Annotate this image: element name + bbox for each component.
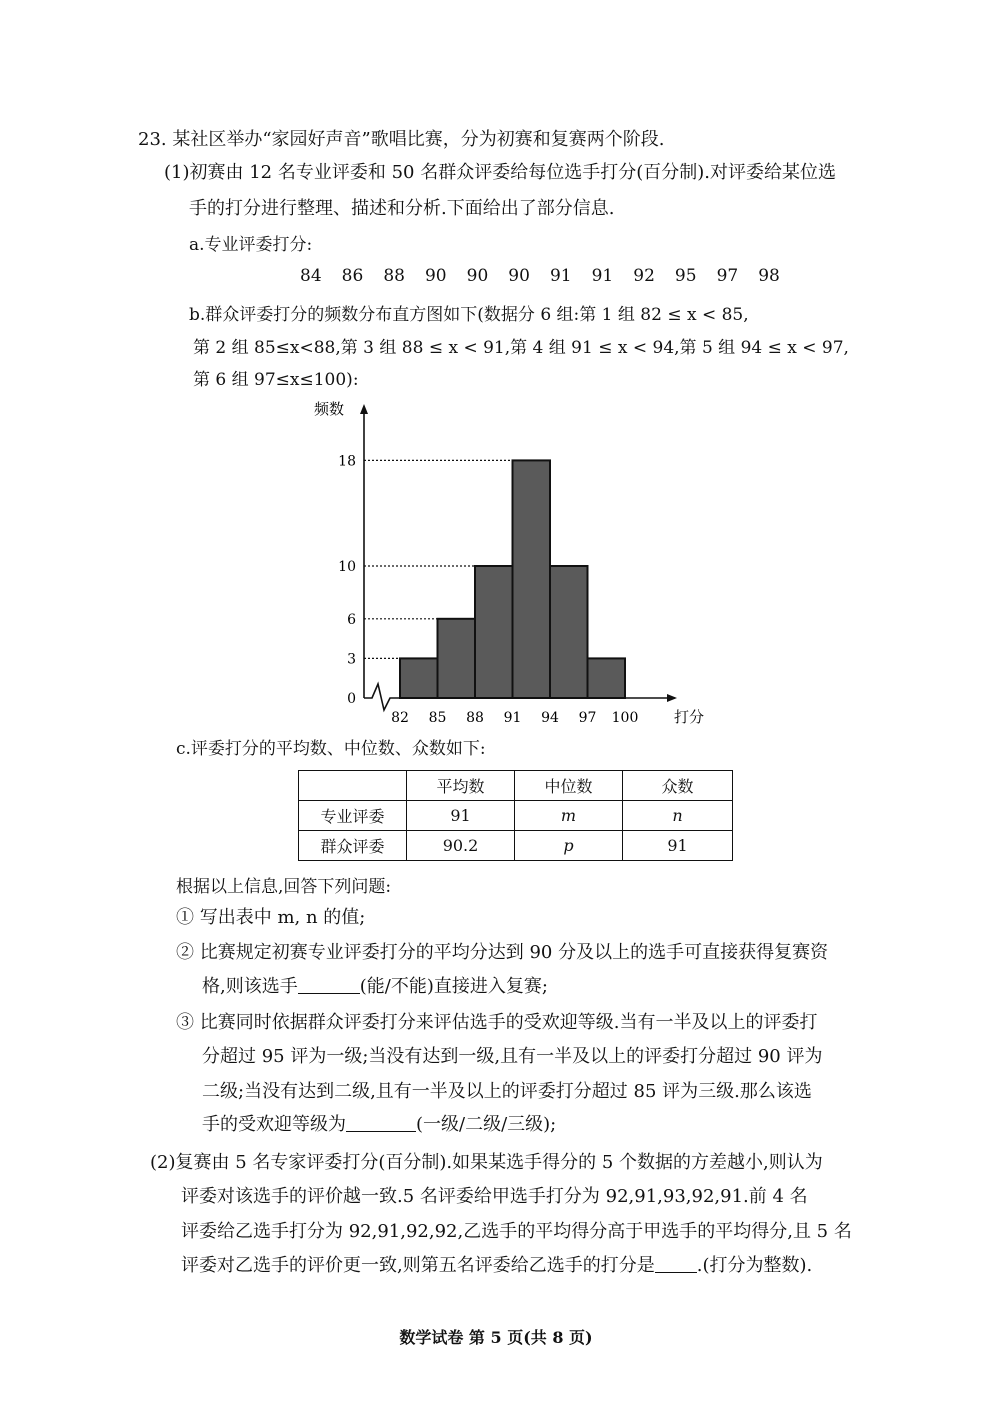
- x-tick-label: 91: [503, 710, 522, 726]
- pro-score: 90: [466, 266, 489, 286]
- x-tick-label: 85: [428, 710, 447, 726]
- pro-scores-list: [300, 266, 780, 286]
- y-tick-label: 10: [338, 559, 356, 575]
- histogram-bar: [475, 566, 513, 698]
- y-axis-arrow: [360, 404, 368, 414]
- pro-score: 95: [674, 266, 697, 286]
- table-header-cell: 平均数: [407, 771, 515, 801]
- table-header-cell: 众数: [623, 771, 733, 801]
- x-tick-label: 88: [466, 710, 484, 726]
- info-b-text: b.群众评委打分的频数分布直方图如下(数据分 6 组:第 1 组 82 ≤ x < 85,: [189, 305, 749, 325]
- part2-text-4: [181, 1254, 812, 1278]
- part2-text-2: 评委对该选手的评价越一致.5 名评委给甲选手打分为 92,91,93,92,91.前 4 名: [181, 1186, 808, 1207]
- x-tick-label: 82: [391, 710, 409, 726]
- table-cell: m: [515, 801, 623, 831]
- part2-text: (2)复赛由 5 名专家评委打分(百分制).如果某选手得分的 5 个数据的方差越小,则认为: [150, 1152, 823, 1173]
- stats-table: [298, 770, 733, 861]
- histogram-bar: [588, 658, 626, 698]
- answer-blank[interactable]: [346, 1113, 416, 1132]
- y-tick-label: 0: [347, 691, 356, 707]
- question-3-cont-2: 二级;当没有达到二级,且有一半及以上的评委打分超过 85 评为三级.那么该选: [202, 1081, 812, 1102]
- table-cell: 群众评委: [299, 831, 407, 861]
- part1-text: (1)初赛由 12 名专业评委和 50 名群众评委给每位选手打分(百分制).对评委给某位选: [164, 162, 836, 183]
- pro-score: 91: [591, 266, 614, 286]
- y-axis-label: 频数: [314, 400, 345, 418]
- pro-score: 90: [508, 266, 530, 286]
- part2-text-4a: 评委对乙选手的评价更一致,则第五名评委给乙选手的打分是: [181, 1255, 655, 1276]
- part2-text-3: 评委给乙选手打分为 92,91,92,92,乙选手的平均得分高于甲选手的平均得分,且 5 名: [181, 1221, 852, 1242]
- table-cell: n: [623, 801, 733, 831]
- pro-score: 90: [424, 266, 447, 286]
- pro-score: 92: [633, 266, 655, 286]
- part1-text-cont: 手的打分进行整理、描述和分析.下面给出了部分信息.: [189, 198, 615, 219]
- pro-score: 98: [758, 266, 780, 286]
- table-cell: 91: [407, 801, 515, 831]
- y-tick-label: 6: [347, 611, 356, 628]
- histogram-bar: [438, 619, 476, 698]
- pro-score: 84: [300, 266, 322, 286]
- question-2-cont: [202, 975, 548, 999]
- table-row: [299, 801, 733, 831]
- part2-text-4b: .(打分为整数).: [696, 1255, 813, 1276]
- question-3: ③ 比赛同时依据群众评委打分来评估选手的受欢迎等级.当有一半及以上的评委打: [176, 1012, 818, 1033]
- x-axis-label: 打分: [674, 708, 705, 726]
- table-header-cell: [299, 771, 407, 801]
- table-cell: 专业评委: [299, 801, 407, 831]
- problem-title: 23. 某社区举办“家园好声音”歌唱比赛，分为初赛和复赛两个阶段.: [138, 129, 665, 150]
- pro-score: 86: [341, 266, 364, 286]
- question-3-cont-3: [202, 1113, 556, 1137]
- question-3-cont: 分超过 95 评为一级;当没有达到一级,且有一半及以上的评委打分超过 90 评为: [202, 1046, 823, 1067]
- x-axis-arrow: [667, 694, 677, 702]
- table-header-row: [299, 771, 733, 801]
- y-tick-label: 18: [338, 453, 356, 470]
- page-footer: 数学试卷 第 5 页(共 8 页): [399, 1328, 593, 1347]
- question-2: ② 比赛规定初赛专业评委打分的平均分达到 90 分及以上的选手可直接获得复赛资: [176, 942, 829, 963]
- table-cell: 91: [623, 831, 733, 861]
- question-2-text: 格,则该选手: [202, 976, 298, 997]
- question-1: ① 写出表中 m, n 的值;: [176, 907, 366, 928]
- info-b-text-2: 第 2 组 85≤x<88,第 3 组 88 ≤ x < 91,第 4 组 91 ≤ x < 94,第 5 组 94 ≤ x < 97,: [193, 338, 849, 358]
- table-cell: p: [515, 831, 623, 861]
- histogram-bar: [400, 658, 438, 698]
- y-tick-label: 3: [347, 651, 356, 668]
- x-tick-label: 100: [611, 710, 639, 726]
- info-c-label: c.评委打分的平均数、中位数、众数如下:: [176, 739, 486, 759]
- answer-intro: 根据以上信息,回答下列问题:: [176, 877, 392, 897]
- answer-blank[interactable]: [655, 1254, 697, 1273]
- question-3-options: (一级/二级/三级);: [416, 1114, 557, 1135]
- table-cell: 90.2: [407, 831, 515, 861]
- pro-score: 88: [383, 266, 405, 286]
- answer-blank[interactable]: [298, 975, 360, 994]
- table-row: [299, 831, 733, 861]
- histogram-bar: [513, 460, 551, 698]
- question-2-options: (能/不能)直接进入复赛;: [359, 976, 548, 997]
- info-a-label: a.专业评委打分:: [189, 235, 313, 255]
- question-3-text: 手的受欢迎等级为: [202, 1114, 346, 1135]
- histogram-chart: [310, 396, 730, 732]
- histogram-bar: [550, 566, 588, 698]
- pro-score: 97: [716, 266, 739, 286]
- x-tick-label: 97: [578, 710, 597, 726]
- info-b-text-3: 第 6 组 97≤x≤100):: [193, 370, 359, 390]
- x-tick-label: 94: [541, 710, 559, 726]
- table-header-cell: 中位数: [515, 771, 623, 801]
- pro-score: 91: [549, 266, 572, 286]
